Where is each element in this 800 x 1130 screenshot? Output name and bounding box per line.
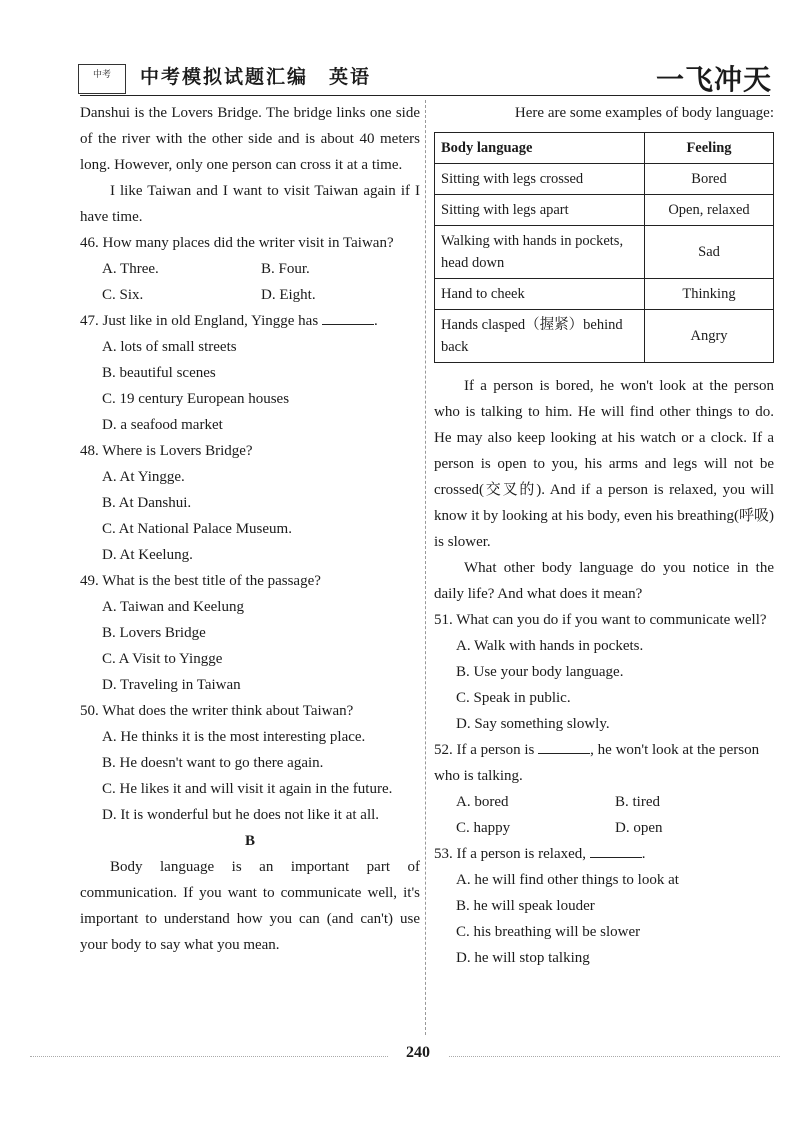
option-b: B. He doesn't want to go there again. [102, 755, 324, 771]
cell-body-language: Hands clasped（握紧）behind back [435, 310, 645, 363]
page-header [78, 58, 778, 94]
table-row [435, 279, 774, 310]
column-divider [425, 100, 426, 1035]
option-a: A. lots of small streets [102, 339, 237, 355]
option-d: D. At Keelung. [102, 547, 193, 563]
option-a: A. bored [456, 794, 509, 810]
option-a: A. he will find other things to look at [456, 872, 679, 888]
passage-paragraph: I like Taiwan and I want to visit Taiwan again if I have time. [80, 183, 420, 225]
cell-feeling: Sad [645, 226, 774, 279]
option-c: C. He likes it and will visit it again in the future. [102, 781, 393, 797]
option-row [102, 282, 420, 308]
option-d: D. Eight. [261, 287, 316, 303]
question-48 [80, 438, 420, 568]
passage-paragraph: What other body language do you notice in the daily life? And what does it mean? [434, 560, 774, 602]
passage-paragraph: Danshui is the Lovers Bridge. The bridge links one side of the river with the other side and is about 40 meters long. However, only one person can cross it at a time. [80, 105, 420, 173]
question-stem: 46. How many places did the writer visit in Taiwan? [80, 235, 394, 251]
option-b: B. tired [615, 794, 660, 810]
cell-body-language: Sitting with legs apart [435, 195, 645, 226]
question-stem: 47. Just like in old England, Yingge has . [80, 308, 420, 334]
option-c: C. 19 century European houses [102, 391, 290, 407]
question-47 [80, 308, 420, 438]
answer-blank [538, 739, 590, 754]
header-feeling: Feeling [645, 133, 774, 164]
option-a: A. Taiwan and Keelung [102, 599, 244, 615]
option-a: A. At Yingge. [102, 469, 185, 485]
option-b: B. Four. [261, 261, 310, 277]
option-a: A. He thinks it is the most interesting place. [102, 729, 366, 745]
question-46 [80, 230, 420, 308]
option-d: D. open [615, 820, 663, 836]
table-row [435, 310, 774, 363]
book-title: 中考模拟试题汇编 英语 [140, 67, 372, 88]
option-c: C. Six. [102, 287, 144, 303]
question-49 [80, 568, 420, 698]
option-b: B. Lovers Bridge [102, 625, 206, 641]
cell-body-language: Sitting with legs crossed [435, 164, 645, 195]
option-d: D. a seafood market [102, 417, 223, 433]
option-d: D. It is wonderful but he does not like it at all. [102, 807, 380, 823]
table-row [435, 164, 774, 195]
option-a: A. Walk with hands in pockets. [456, 638, 644, 654]
table-intro: Here are some examples of body language: [514, 105, 774, 121]
option-c: C. A Visit to Yingge [102, 651, 223, 667]
question-51 [434, 607, 774, 737]
header-rule [80, 95, 770, 96]
option-row [102, 256, 420, 282]
body-language-table [434, 132, 774, 363]
option-b: B. Use your body language. [456, 664, 624, 680]
section-b-title: B [244, 833, 255, 849]
question-53 [434, 841, 774, 971]
table-row [435, 226, 774, 279]
header-body-language: Body language [435, 133, 645, 164]
left-column [80, 100, 420, 958]
option-d: D. Traveling in Taiwan [102, 677, 241, 693]
cell-feeling: Thinking [645, 279, 774, 310]
question-stem: 48. Where is Lovers Bridge? [80, 443, 253, 459]
question-50 [80, 698, 420, 828]
option-b: B. beautiful scenes [102, 365, 216, 381]
right-column [434, 100, 774, 971]
option-d: D. he will stop talking [456, 950, 590, 966]
option-c: C. Speak in public. [456, 690, 571, 706]
option-row [456, 789, 774, 815]
question-stem: 50. What does the writer think about Taiwan? [80, 703, 354, 719]
option-c: C. his breathing will be slower [456, 924, 641, 940]
question-stem: 49. What is the best title of the passage? [80, 573, 321, 589]
answer-blank [590, 843, 642, 858]
option-c: C. At National Palace Museum. [102, 521, 292, 537]
cell-feeling: Bored [645, 164, 774, 195]
question-stem: 53. If a person is relaxed, . [434, 841, 774, 867]
cell-body-language: Walking with hands in pockets, head down [435, 226, 645, 279]
cell-feeling: Angry [645, 310, 774, 363]
option-row [456, 815, 774, 841]
series-logo: 中考 [78, 64, 126, 94]
question-stem: 52. If a person is , he won't look at the person who is talking. [434, 737, 774, 789]
answer-blank [322, 310, 374, 325]
table-row [435, 195, 774, 226]
table-header-row [435, 133, 774, 164]
cell-feeling: Open, relaxed [645, 195, 774, 226]
option-b: B. he will speak louder [456, 898, 595, 914]
question-52 [434, 737, 774, 841]
section-b-intro: Body language is an important part of communication. If you want to communicate well, it's important to understand how you can (and can't) use your body to say what you mean. [80, 859, 420, 953]
option-b: B. At Danshui. [102, 495, 192, 511]
option-d: D. Say something slowly. [456, 716, 610, 732]
cell-body-language: Hand to cheek [435, 279, 645, 310]
option-a: A. Three. [102, 261, 159, 277]
brand-logo: 一飞冲天 [655, 65, 772, 96]
passage-paragraph: If a person is bored, he won't look at the person who is talking to him. He will find other things to do. He may also keep looking at his watch or a clock. If a person is open to you, his arms and legs will not be crossed(交叉的). And if a person is relaxed, you will know it by looking at his body, even his breathing(呼吸) is slower. [434, 378, 774, 550]
option-c: C. happy [456, 820, 511, 836]
page-number: 240 [388, 1044, 448, 1062]
question-stem: 51. What can you do if you want to communicate well? [434, 612, 767, 628]
